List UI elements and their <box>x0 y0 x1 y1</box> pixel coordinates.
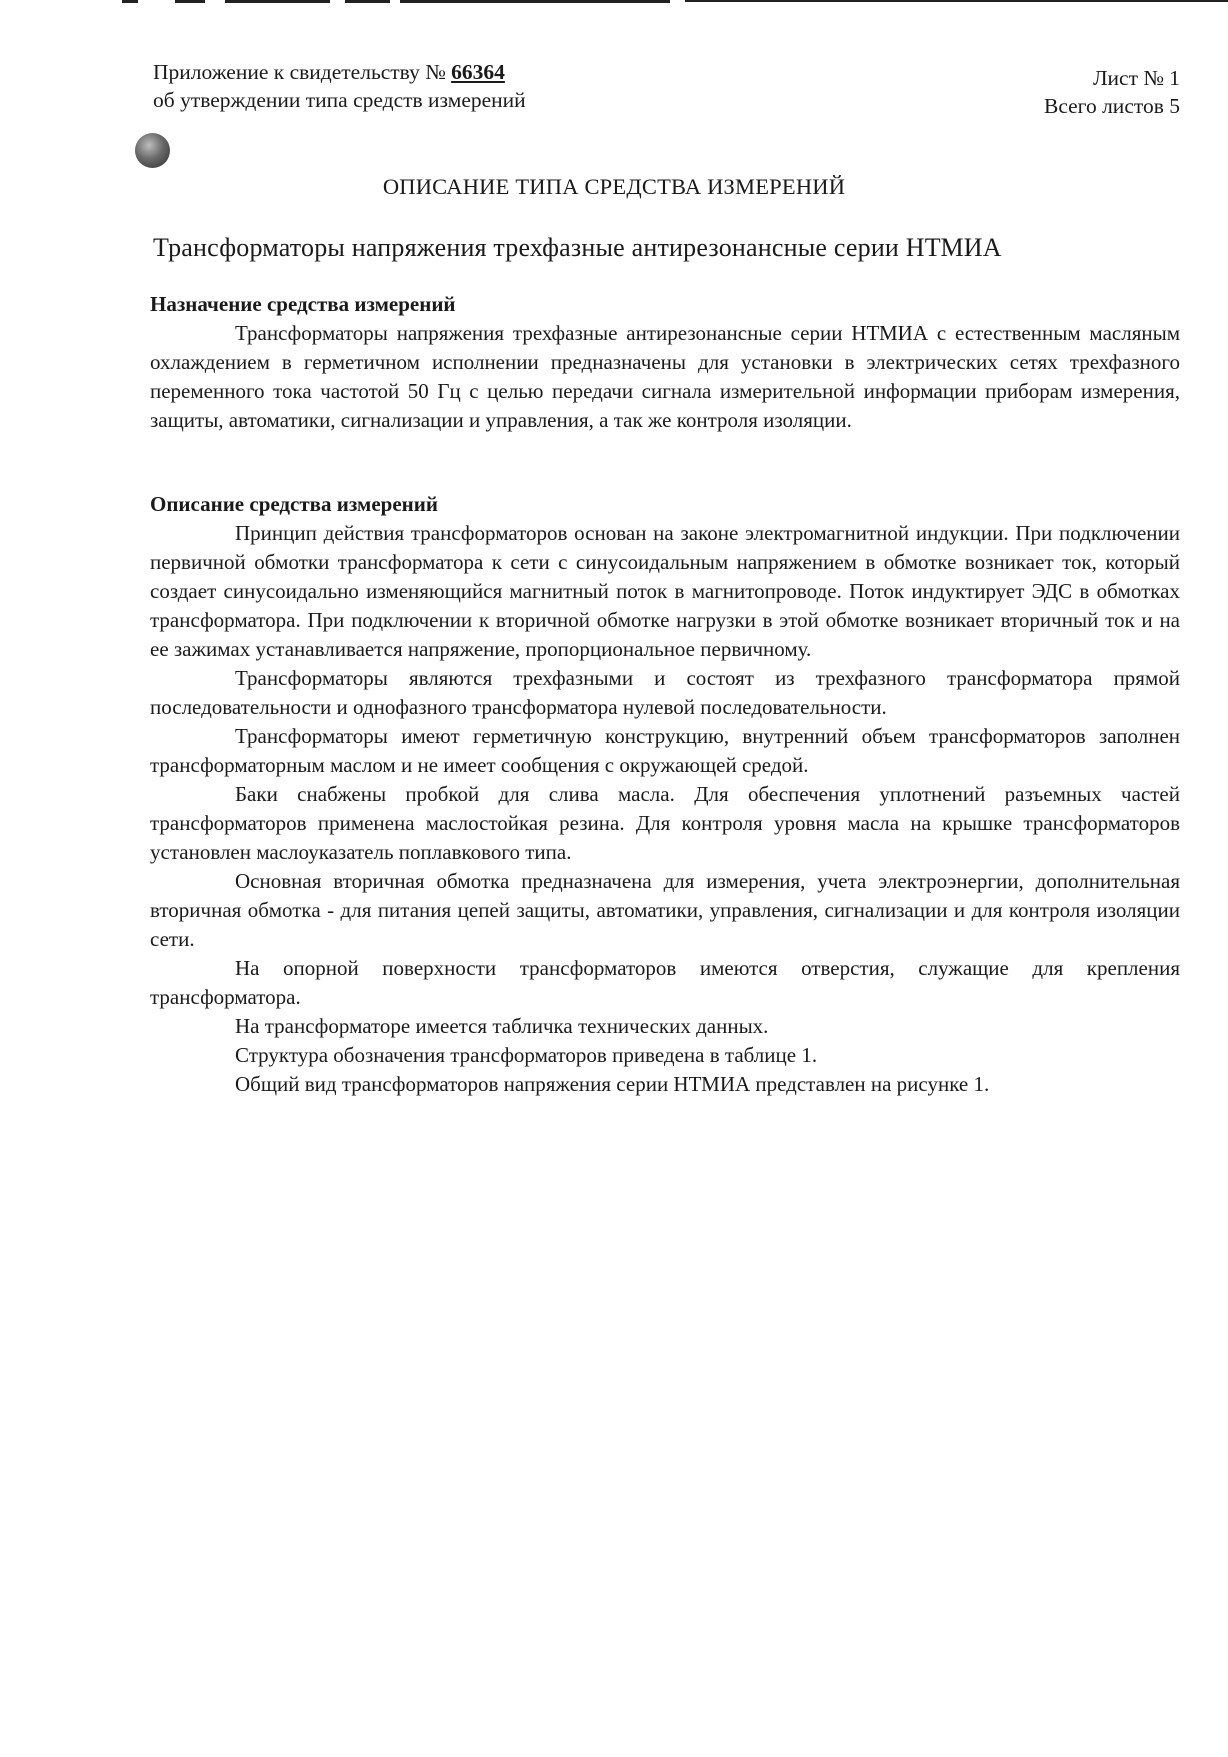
scan-artifact <box>122 0 138 3</box>
purpose-section <box>150 290 1180 435</box>
description-paragraph: Структура обозначения трансформаторов приведена в таблице 1. <box>235 1043 818 1067</box>
scan-artifact <box>175 0 205 3</box>
sheet-number: Лист № 1 <box>1092 66 1180 90</box>
total-sheets: Всего листов 5 <box>1043 94 1180 118</box>
appendix-line-1 <box>153 58 526 86</box>
appendix-header <box>153 58 526 114</box>
document-title: ОПИСАНИЕ ТИПА СРЕДСТВА ИЗМЕРЕНИЙ <box>382 174 846 199</box>
description-paragraph: Общий вид трансформаторов напряжения серии НТМИА представлен на рисунке 1. <box>235 1072 990 1096</box>
description-section <box>150 490 1180 1099</box>
description-paragraph: Трансформаторы являются трехфазными и состоят из трехфазного трансформатора прямой последовательности и однофазного трансформатора нулевой последовательности. <box>150 666 1180 719</box>
appendix-prefix: Приложение к свидетельству № <box>153 60 452 84</box>
scan-artifact <box>345 0 390 3</box>
appendix-line-2: об утверждении типа средств измерений <box>153 88 526 112</box>
device-title: Трансформаторы напряжения трехфазные антирезонансные серии НТМИА <box>153 233 1002 262</box>
scan-artifact <box>685 0 1228 2</box>
purpose-heading: Назначение средства измерений <box>150 292 456 316</box>
description-paragraph: На опорной поверхности трансформаторов имеются отверстия, служащие для крепления трансформатора. <box>150 956 1180 1009</box>
scan-artifact <box>225 0 330 3</box>
description-paragraph: Основная вторичная обмотка предназначена для измерения, учета электроэнергии, дополнительная вторичная обмотка - для питания цепей защиты, автоматики, управления, сигнализации и для контроля изоляции сети. <box>150 869 1180 951</box>
sheet-info <box>1044 64 1180 120</box>
description-paragraph: Баки снабжены пробкой для слива масла. Для обеспечения уплотнений разъемных частей трансформаторов применена маслостойкая резина. Для контроля уровня масла на крышке трансформаторов установлен маслоуказатель поплавкового типа. <box>150 782 1180 864</box>
scan-artifact <box>400 0 670 3</box>
description-paragraph: Трансформаторы имеют герметичную конструкцию, внутренний объем трансформаторов заполнен трансформаторным маслом и не имеет сообщения с окружающей средой. <box>150 724 1180 777</box>
description-paragraph: На трансформаторе имеется табличка технических данных. <box>235 1014 769 1038</box>
description-heading: Описание средства измерений <box>150 492 438 516</box>
punch-hole-mark <box>135 133 170 168</box>
certificate-number: 66364 <box>451 60 505 84</box>
purpose-paragraph: Трансформаторы напряжения трехфазные антирезонансные серии НТМИА с естественным масляным охлаждением в герметичном исполнении предназначены для установки в электрических сетях трехфазного переменного тока частотой 50 Гц с целью передачи сигнала измерительной информации приборам измерения, защиты, автоматики, сигнализации и управления, а так же контроля изоляции. <box>150 321 1180 432</box>
description-paragraph: Принцип действия трансформаторов основан на законе электромагнитной индукции. При подключении первичной обмотки трансформатора к сети с синусоидальным напряжением в обмотке возникает ток, который создает синусоидально изменяющийся магнитный поток в магнитопроводе. Поток индуктирует ЭДС в обмотках трансформатора. При подключении к вторичной обмотке нагрузки в этой обмотке возникает вторичный ток и на ее зажимах устанавливается напряжение, пропорциональное первичному. <box>150 521 1180 661</box>
